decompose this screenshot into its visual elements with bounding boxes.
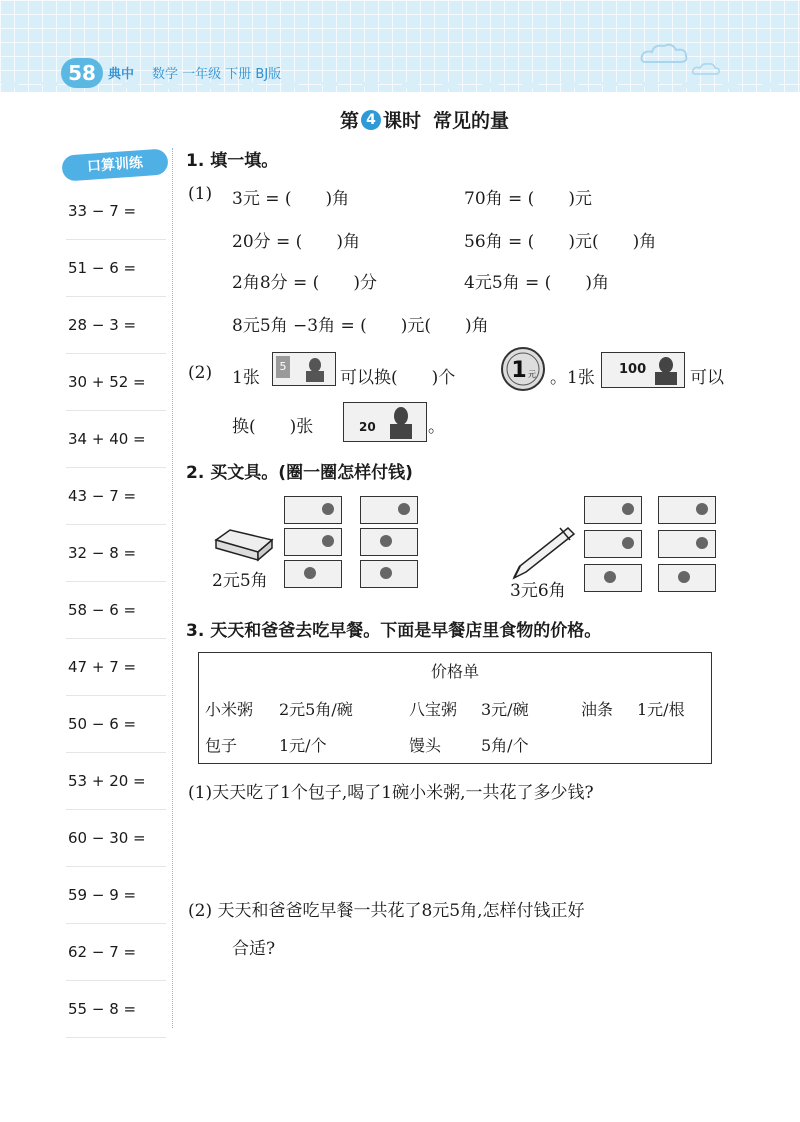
q1-part2-text3: 。1张 xyxy=(550,368,595,388)
header-wave-decoration xyxy=(0,82,800,102)
q1-line1b: 70角 = ( )元 xyxy=(464,189,592,209)
oral-item: 53 + 20 = xyxy=(66,753,166,810)
q3-number: 3. xyxy=(186,621,205,641)
lesson-title xyxy=(340,106,509,133)
price-list-title: 价格单 xyxy=(430,662,479,681)
oral-item: 62 − 7 = xyxy=(66,924,166,981)
pencil-box-image xyxy=(212,526,274,562)
portrait-icon xyxy=(653,355,679,385)
oral-item: 33 − 7 = xyxy=(66,183,166,240)
price-item-name: 包子 xyxy=(205,736,238,755)
q1-part1-label: (1) xyxy=(188,184,213,204)
oral-item: 58 − 6 = xyxy=(66,582,166,639)
oral-training-list xyxy=(66,183,166,1038)
q1-part2-text2: 可以换( )个 xyxy=(340,368,456,388)
price-item-price: 2元5角/碗 xyxy=(279,700,353,719)
q2-heading xyxy=(186,458,413,483)
q2-item2-price: 3元6角 xyxy=(510,581,566,601)
hundred-denomination: 100 xyxy=(619,362,647,377)
price-item-name: 八宝粥 xyxy=(409,700,458,719)
q1-number: 1. xyxy=(186,151,205,171)
portrait-icon xyxy=(387,405,415,439)
q1-line3b: 4元5角 = ( )角 xyxy=(464,273,609,293)
oral-training-badge: 口算训练 xyxy=(61,148,169,181)
twenty-denomination: 20 xyxy=(359,420,376,434)
q1-line2a: 20分 = ( )角 xyxy=(232,232,360,252)
oral-item: 59 − 9 = xyxy=(66,867,166,924)
q1-heading xyxy=(186,146,278,171)
pen-image xyxy=(510,524,576,580)
q2-title: 买文具。(圈一圈怎样付钱) xyxy=(210,463,413,483)
oral-item: 43 − 7 = xyxy=(66,468,166,525)
price-item-name: 油条 xyxy=(581,700,614,719)
q3-sub2-line2: 合适? xyxy=(232,939,276,959)
lesson-prefix: 第 xyxy=(340,110,360,132)
oral-item: 50 − 6 = xyxy=(66,696,166,753)
q3-sub2-line1: (2) 天天和爸爸吃早餐一共花了8元5角,怎样付钱正好 xyxy=(188,901,585,921)
cloud-icon xyxy=(692,62,720,76)
q3-heading xyxy=(186,616,601,641)
oral-item: 51 − 6 = xyxy=(66,240,166,297)
q3-title: 天天和爸爸去吃早餐。下面是早餐店里食物的价格。 xyxy=(210,621,602,641)
book-title: 数学 一年级 下册 BJ版 xyxy=(152,67,282,82)
column-divider xyxy=(172,148,173,1028)
price-item-price: 5角/个 xyxy=(481,736,529,755)
q1-part2-text1: 1张 xyxy=(232,368,260,388)
oral-item: 28 − 3 = xyxy=(66,297,166,354)
q1-line4: 8元5角 −3角 = ( )元( )角 xyxy=(232,316,489,336)
q1-line1a: 3元 = ( )角 xyxy=(232,189,350,209)
q1-part2-text6: 。 xyxy=(428,417,445,437)
q1-part2-text4: 可以 xyxy=(690,368,724,388)
q2-item1-price: 2元5角 xyxy=(212,571,268,591)
q1-title: 填一填。 xyxy=(210,151,279,171)
hundred-yuan-note-image xyxy=(601,352,685,388)
oral-item: 32 − 8 = xyxy=(66,525,166,582)
cloud-icon xyxy=(640,42,690,66)
price-item-price: 1元/个 xyxy=(279,736,327,755)
q2-number: 2. xyxy=(186,463,205,483)
oral-item: 47 + 7 = xyxy=(66,639,166,696)
price-item-name: 馒头 xyxy=(409,736,442,755)
lesson-number: 4 xyxy=(361,110,381,130)
coin-unit: 元 xyxy=(528,370,536,379)
q1-line3a: 2角8分 = ( )分 xyxy=(232,273,377,293)
coin-value: 1 xyxy=(511,358,527,383)
oral-item: 60 − 30 = xyxy=(66,810,166,867)
lesson-name: 常见的量 xyxy=(433,110,510,132)
price-item-price: 3元/碗 xyxy=(481,700,529,719)
twenty-yuan-note-image xyxy=(343,402,427,442)
oral-item: 30 + 52 = xyxy=(66,354,166,411)
brand-logo: 典中 xyxy=(108,67,135,82)
q1-part2-label: (2) xyxy=(188,363,213,383)
banknote-portraits xyxy=(590,498,712,588)
oral-item: 55 − 8 = xyxy=(66,981,166,1038)
banknote-portraits xyxy=(290,498,410,586)
lesson-suffix: 课时 xyxy=(383,110,422,132)
one-yuan-coin-image xyxy=(500,346,546,392)
portrait-icon xyxy=(304,356,326,382)
price-item-name: 小米粥 xyxy=(205,700,254,719)
q1-part2-text5: 换( )张 xyxy=(232,417,314,437)
five-yuan-note-image xyxy=(272,352,336,386)
price-list-box xyxy=(198,652,712,764)
price-item-price: 1元/根 xyxy=(637,700,685,719)
page-number: 58 xyxy=(61,58,103,88)
oral-item: 34 + 40 = xyxy=(66,411,166,468)
q3-sub1: (1)天天吃了1个包子,喝了1碗小米粥,一共花了多少钱? xyxy=(188,783,594,803)
five-yuan-denomination: 5 xyxy=(276,356,290,378)
q1-line2b: 56角 = ( )元( )角 xyxy=(464,232,657,252)
